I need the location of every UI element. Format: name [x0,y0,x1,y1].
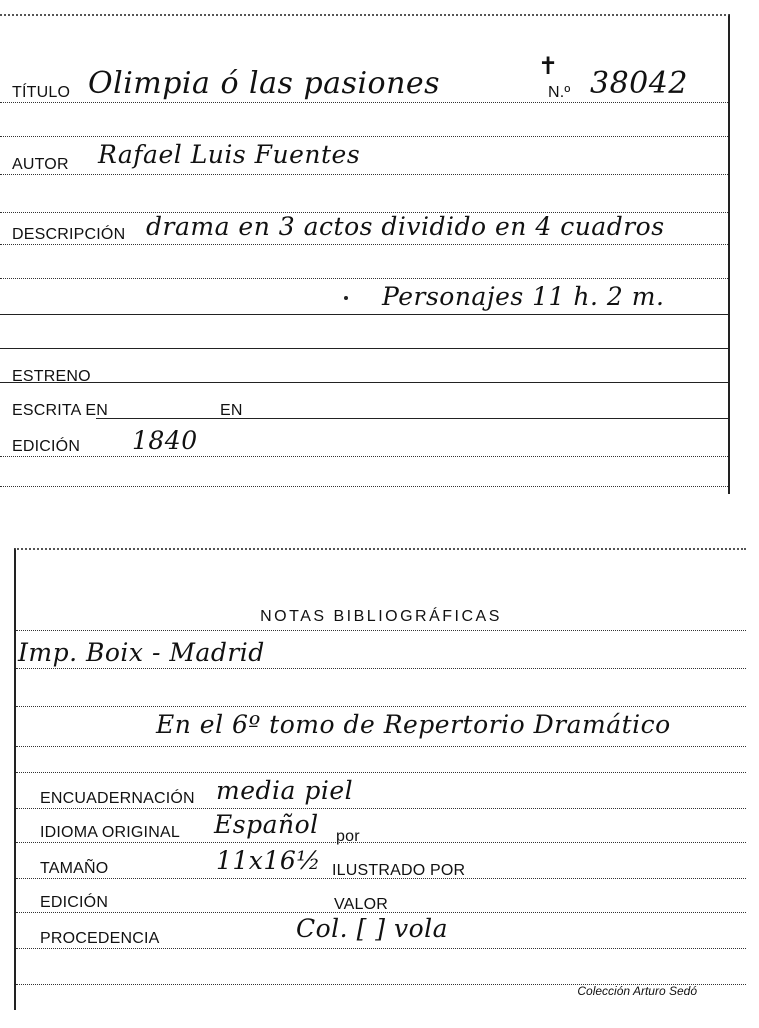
rule [0,136,728,137]
description-label: DESCRIPCIÓN [12,226,126,243]
author-value: Rafael Luis Fuentes [98,140,361,169]
original-language-label: IDIOMA ORIGINAL [40,824,180,841]
note-printer: Imp. Boix - Madrid [18,638,265,667]
edition-value: 1840 [132,426,198,455]
rule [16,630,746,631]
note-volume: En el 6º tomo de Repertorio Dramático [156,710,671,739]
provenance-value: Col. [ ] vola [296,914,449,943]
ink-dot [344,296,348,300]
rule [16,808,746,809]
rule [0,278,728,279]
by-label: por [336,828,360,845]
rule [96,418,728,419]
rule [0,174,728,175]
cross-mark-icon: ✝ [538,52,559,80]
collection-credit: Colección Arturo Sedó [577,984,697,998]
binding-value: media piel [216,776,354,805]
number-label: N.º [548,84,571,101]
premiere-label: ESTRENO [12,368,91,385]
size-label: TAMAÑO [40,860,109,877]
rule [16,668,746,669]
rule [0,348,728,349]
rule [16,706,746,707]
illustrated-by-label: ILUSTRADO POR [332,862,466,879]
rule [16,948,746,949]
in-label: EN [220,402,243,419]
rule [0,486,728,487]
description-value: drama en 3 actos dividido en 4 cuadros [146,212,665,241]
rule [16,772,746,773]
value-label: VALOR [334,896,389,913]
rule [0,456,728,457]
number-value: 38042 [590,66,688,101]
original-language-value: Español [214,810,319,839]
catalog-card-bottom [14,548,746,1010]
title-value: Olimpia ó las pasiones [88,66,441,101]
characters-value: Personajes 11 h. 2 m. [382,282,665,311]
edition-label: EDICIÓN [12,438,81,455]
rule [0,314,728,315]
binding-label: ENCUADERNACIÓN [40,790,195,807]
rule [16,746,746,747]
rule [0,102,728,103]
notes-heading: NOTAS BIBLIOGRÁFICAS [260,608,502,625]
provenance-label: PROCEDENCIA [40,930,160,947]
catalog-card-top [0,14,730,494]
author-label: AUTOR [12,156,69,173]
rule [0,382,728,383]
title-label: TÍTULO [12,84,71,101]
written-in-label: ESCRITA EN [12,402,108,419]
edition-label-2: EDICIÓN [40,894,109,911]
rule [16,842,746,843]
size-value: 11x16½ [216,846,321,875]
rule [0,244,728,245]
